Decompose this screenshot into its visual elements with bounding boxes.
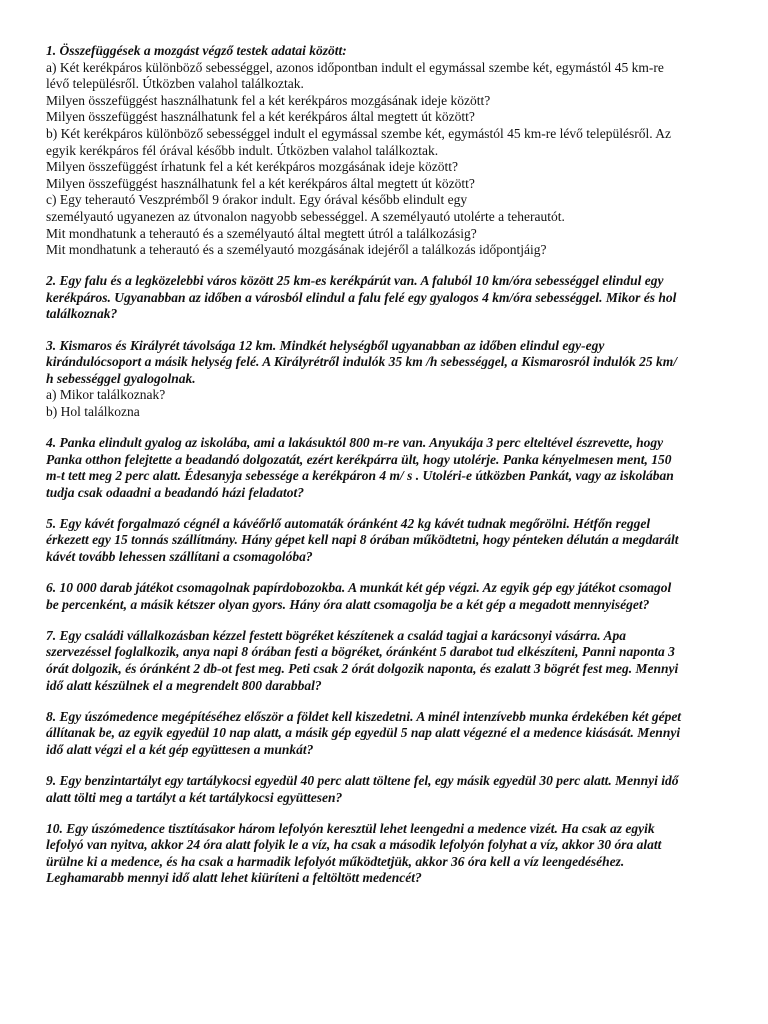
problem-8 bbox=[46, 709, 726, 759]
problem-8-line: idő alatt végzi el a két gép együttesen a munkát? bbox=[46, 741, 314, 757]
problem-1 bbox=[46, 43, 726, 259]
problem-8-line: 8. Egy úszómedence megépítéséhez először a földet kell kiszedetni. A minél intenzívebb munka érdekében két gépet bbox=[46, 708, 682, 724]
problem-5-line: kávét tovább lehessen szállítani a csomagolóba? bbox=[46, 549, 313, 565]
problem-7-line: órát dolgozik, és óránként 2 db-ot fest meg. Peti csak 2 órát dolgozik naponta, és ezalatt 3 bögrét fest meg. Mennyi bbox=[46, 661, 679, 676]
problem-1-line: Milyen összefüggést használhatunk fel a két kerékpáros által megtett út között? bbox=[46, 175, 475, 191]
problem-9 bbox=[46, 773, 726, 806]
problem-1-line: a) Két kerékpáros különböző sebességgel, azonos időpontban indult el egymással szembe két, egymástól 45 km-re bbox=[46, 59, 664, 75]
problem-5-line: 5. Egy kávét forgalmazó cégnél a kávéőrlő automaták óránként 42 kg kávét tudnak megőrölni. Hétfőn reggel bbox=[46, 515, 651, 531]
problem-3-subquestion: b) Hol találkozna bbox=[46, 403, 140, 419]
problem-2-line: találkoznak? bbox=[46, 306, 118, 322]
problem-7-line: 7. Egy családi vállalkozásban kézzel festett bögréket készítenek a család tagjai a karácsonyi vásárra. Apa bbox=[46, 627, 626, 643]
problem-6 bbox=[46, 580, 726, 613]
problem-7-line: idő alatt készülnek el a megrendelt 800 darabbal? bbox=[46, 677, 322, 693]
problem-10-line: Leghamarabb mennyi idő alatt lehet kiüríteni a feltöltött medencét? bbox=[46, 870, 422, 886]
problem-9-line: 9. Egy benzintartályt egy tartálykocsi egyedül 40 perc alatt töltene fel, egy másik egyedül 30 perc alatt. Mennyi idő bbox=[46, 772, 679, 788]
problem-3-line: h sebességgel gyalogolnak. bbox=[46, 370, 196, 386]
problem-4-line: m-t tett meg 2 perc alatt. Édesanyja sebessége a kerékpáron 4 m/ s . Utoléri-e útközben Pankát, vagy az iskolában bbox=[46, 468, 674, 484]
problem-1-heading: 1. Összefüggések a mozgást végző testek adatai között: bbox=[46, 43, 347, 58]
problem-4 bbox=[46, 435, 726, 501]
problem-6-line: 6. 10 000 darab játékot csomagolnak papírdobozokba. A munkát két gép végzi. Az egyik gép egy játékot csomagol bbox=[46, 580, 672, 596]
problem-3-line: 3. Kismaros és Királyrét távolsága 12 km. Mindkét helységből ugyanabban az időben elindul egy-egy bbox=[46, 337, 605, 353]
problem-1-line: Milyen összefüggést írhatunk fel a két kerékpáros mozgásának ideje között? bbox=[46, 159, 458, 175]
problem-7-line: szervezéssel foglalkozik, anya napi 8 órában festi a bögréket, óránként 5 darabot tud elkészíteni, Panni naponta 3 bbox=[46, 644, 675, 660]
problem-4-line: 4. Panka elindult gyalog az iskolába, ami a lakásuktól 800 m-re van. Anyukája 3 perc elteltével észrevette, hogy bbox=[46, 434, 664, 450]
problem-3-subquestion: a) Mikor találkoznak? bbox=[46, 387, 166, 403]
problem-10 bbox=[46, 821, 726, 887]
problem-1-line: Milyen összefüggést használhatunk fel a két kerékpáros által megtett út között? bbox=[46, 109, 475, 125]
problem-1-line: b) Két kerékpáros különböző sebességgel indult el egymással szembe két, egymástól 45 km-re lévő településről. Az bbox=[46, 125, 671, 141]
problem-8-line: állítanak be, az egyik egyedül 10 nap alatt, a másik gép egyedül 5 nap alatt végezné el a medence kiásását. Mennyi bbox=[46, 725, 681, 741]
problem-10-line: lefolyó van nyitva, akkor 24 óra alatt folyik le a víz, ha csak a második lefolyón folyhat a víz, akkor 30 óra alatt bbox=[46, 837, 662, 853]
problem-5-line: érkezett egy 15 tonnás szállítmány. Hány gépet kell napi 8 órában működtetni, hogy pénteken délután a megdarált bbox=[46, 532, 679, 548]
problem-5 bbox=[46, 516, 726, 566]
worksheet-page bbox=[46, 43, 726, 902]
problem-9-line: alatt tölti meg a tartályt a két tartálykocsi együttesen? bbox=[46, 789, 343, 805]
problem-1-line: Mit mondhatunk a teherautó és a személyautó által megtett útról a találkozásig? bbox=[46, 225, 477, 241]
problem-2-line: kerékpáros. Ugyanabban az időben a városból elindul a falu felé egy gyalogos 4 km/óra sebességgel. Mikor és hol bbox=[46, 289, 677, 305]
problem-1-line: egyik kerékpáros fél órával később indult. Útközben valahol találkoztak. bbox=[46, 142, 439, 158]
problem-3 bbox=[46, 338, 726, 421]
problem-1-line: Milyen összefüggést használhatunk fel a két kerékpáros mozgásának ideje között? bbox=[46, 92, 491, 108]
problem-7 bbox=[46, 628, 726, 694]
problem-4-line: tudja csak odaadni a beadandó házi feladatot? bbox=[46, 484, 305, 500]
problem-1-line: személyautó ugyanezen az útvonalon nagyobb sebességgel. A személyautó utolérte a teherautót. bbox=[46, 208, 565, 224]
problem-10-line: ürülne ki a medence, és ha csak a harmadik lefolyót működtetjük, akkor 36 óra kell a víz leengedéséhez. bbox=[46, 853, 625, 869]
problem-4-line: Panka otthon felejtette a beadandó dolgozatát, ezért kerékpárra ült, hogy utolérje. Panka kényelmesen ment, 150 bbox=[46, 451, 672, 467]
problem-1-line: lévő településről. Útközben valahol találkoztak. bbox=[46, 76, 304, 92]
problem-3-line: kirándulócsoport a másik helység felé. A Királyrétről indulók 35 km /h sebességgel, a Kismarosról indulók 25 km/ bbox=[46, 354, 678, 370]
problem-2 bbox=[46, 273, 726, 323]
problem-6-line: be percenként, a másik kétszer olyan gyors. Hány óra alatt csomagolja be a két gép a megadott mennyiséget? bbox=[46, 596, 650, 612]
problem-1-line: Mit mondhatunk a teherautó és a személyautó mozgásának idejéről a találkozás időpontjáig? bbox=[46, 242, 547, 258]
problem-2-line: 2. Egy falu és a legközelebbi város között 25 km-es kerékpárút van. A faluból 10 km/óra sebességgel elindul egy bbox=[46, 273, 664, 289]
problem-10-line: 10. Egy úszómedence tisztításakor három lefolyón keresztül lehet leengedni a medence vizét. Ha csak az egyik bbox=[46, 820, 655, 836]
problem-1-line: c) Egy teherautó Veszprémből 9 órakor indult. Egy órával később elindult egy bbox=[46, 192, 468, 208]
